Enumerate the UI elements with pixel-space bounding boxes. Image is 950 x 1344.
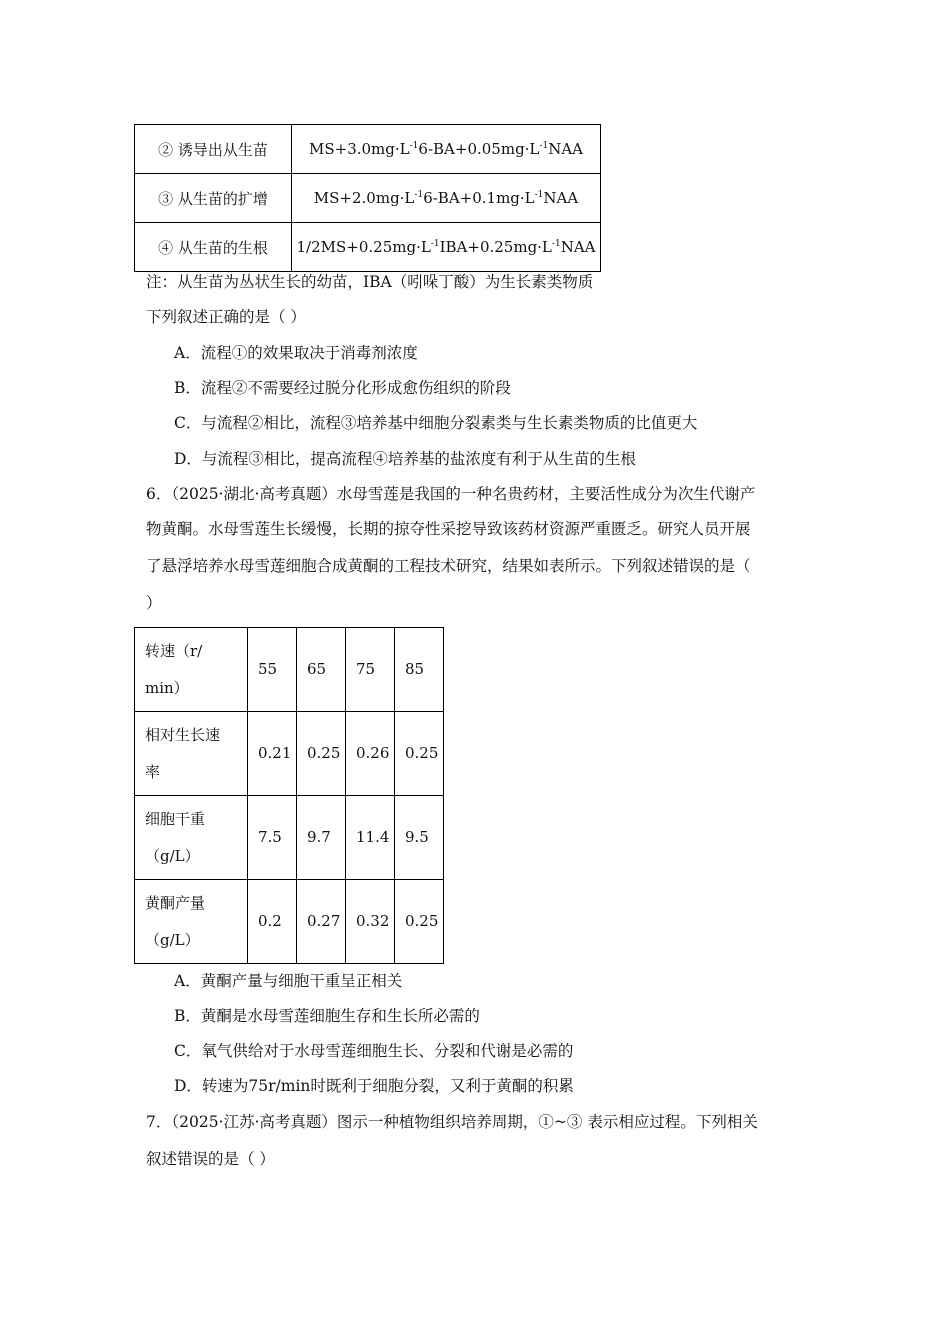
option-c: C．与流程②相比，流程③培养基中细胞分裂素类与生长素类物质的比值更大 (174, 414, 698, 432)
row-header: 转速（r/ min） (135, 628, 248, 712)
table-cell: 55 (248, 628, 297, 712)
question-7-line: 7．（2025·江苏·高考真题）图示一种植物组织培养周期，①~③ 表示相应过程。下列相关 (146, 1113, 758, 1131)
table-cell: 0.21 (248, 712, 297, 796)
table-cell: 0.25 (395, 712, 444, 796)
table-cell: 65 (297, 628, 346, 712)
table-row (135, 223, 601, 272)
question-6-line: 物黄酮。水母雪莲生长缓慢，长期的掠夺性采挖导致该药材资源严重匮乏。研究人员开展 (146, 520, 751, 538)
step-cell: ④ 从生苗的生根 (135, 223, 292, 272)
table-cell: 0.26 (346, 712, 395, 796)
table-cell: 85 (395, 628, 444, 712)
table-cell: 0.25 (297, 712, 346, 796)
table-row (135, 712, 444, 796)
table-cell: 0.27 (297, 880, 346, 964)
table-cell: 11.4 (346, 796, 395, 880)
table-row (135, 880, 444, 964)
question-6-line: 6．（2025·湖北·高考真题）水母雪莲是我国的一种名贵药材，主要活性成分为次生代谢产 (146, 485, 756, 503)
culture-medium-table (134, 124, 601, 272)
table-cell: 0.25 (395, 880, 444, 964)
question-6-line: ） (146, 594, 162, 612)
results-table (134, 627, 444, 964)
medium-cell: $MS+3.0mg\cdot L^{-1}6-BA+0.05mg\cdot L^{-1}NAA$ (292, 125, 601, 174)
table-row (135, 174, 601, 223)
question-stem: 下列叙述正确的是（ ） (146, 308, 306, 326)
table-cell: 9.5 (395, 796, 444, 880)
question-6-line: 了悬浮培养水母雪莲细胞合成黄酮的工程技术研究，结果如表所示。下列叙述错误的是（ (146, 557, 751, 575)
option-b: B．流程②不需要经过脱分化形成愈伤组织的阶段 (174, 379, 511, 397)
table-cell: 0.32 (346, 880, 395, 964)
table-row (135, 796, 444, 880)
table-cell: 75 (346, 628, 395, 712)
table-cell: 7.5 (248, 796, 297, 880)
step-cell: ③ 从生苗的扩增 (135, 174, 292, 223)
table-row (135, 628, 444, 712)
row-header: 相对生长速 率 (135, 712, 248, 796)
medium-cell: $MS+2.0mg\cdot L^{-1}6-BA+0.1mg\cdot L^{-1}NAA$ (292, 174, 601, 223)
medium-cell: $1/2MS+0.25mg\cdot L^{-1}IBA+0.25mg\cdot L^{-1}NAA$ (292, 223, 601, 272)
option-d: D．与流程③相比，提高流程④培养基的盐浓度有利于从生苗的生根 (174, 450, 636, 468)
table-cell: 9.7 (297, 796, 346, 880)
row-header: 细胞干重 （g/L） (135, 796, 248, 880)
option-a: A．黄酮产量与细胞干重呈正相关 (174, 972, 403, 990)
question-7-line: 叙述错误的是（ ） (146, 1150, 275, 1168)
option-c: C．氧气供给对于水母雪莲细胞生长、分裂和代谢是必需的 (174, 1042, 574, 1060)
table-row (135, 125, 601, 174)
step-cell: ② 诱导出从生苗 (135, 125, 292, 174)
option-a: A．流程①的效果取决于消毒剂浓度 (174, 344, 418, 362)
table-cell: 0.2 (248, 880, 297, 964)
option-b: B．黄酮是水母雪莲细胞生存和生长所必需的 (174, 1007, 480, 1025)
row-header: 黄酮产量 （g/L） (135, 880, 248, 964)
option-d: D．转速为75r/min时既利于细胞分裂，又利于黄酮的积累 (174, 1077, 574, 1095)
table-note: 注：从生苗为丛状生长的幼苗，IBA（吲哚丁酸）为生长素类物质 (146, 273, 594, 291)
